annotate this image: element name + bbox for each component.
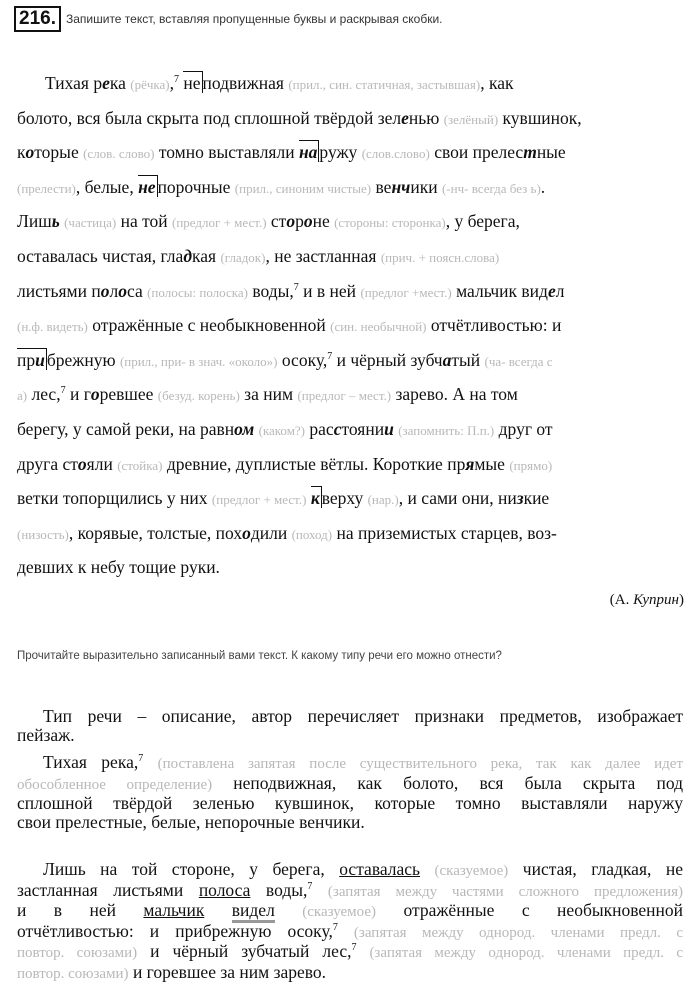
text: друга ст: [17, 453, 78, 474]
gray-note: (-нч- всегда без ь): [441, 180, 541, 196]
text: ка: [109, 73, 131, 93]
author-close: ): [679, 592, 684, 608]
text: воды,: [250, 879, 308, 900]
text-line: [17, 141, 687, 176]
gray-note: (зелёный): [443, 111, 499, 127]
gray-note: (каком?): [258, 422, 306, 438]
text: чистая, гладкая, не: [508, 859, 683, 879]
text: [338, 921, 354, 941]
gray-note: (сказуемое): [302, 904, 377, 920]
text: дили: [250, 522, 292, 543]
text-line: [17, 794, 683, 813]
emphasized-letter: я: [465, 453, 475, 474]
text: ревшее: [99, 384, 158, 405]
text: мальчик вид: [451, 280, 548, 301]
text: л: [109, 280, 119, 301]
gray-note: (стороны: сторонка): [334, 215, 446, 231]
emphasized-letter: т: [523, 142, 537, 163]
gray-note: (запомнить: П.п.): [398, 422, 495, 438]
answer-paragraph-3: [17, 860, 683, 983]
text-line: [17, 707, 683, 726]
text: лес,: [27, 384, 61, 405]
gray-note: (низость): [17, 526, 69, 542]
gray-note: (предлог +мест.): [360, 284, 452, 300]
gray-note: (частица): [64, 215, 117, 231]
text: Лиш: [17, 211, 52, 232]
gray-note: (прелести): [17, 180, 76, 196]
text: и чёрный зубчатый лес,: [137, 941, 352, 961]
text: оставалась чистая, гла: [17, 245, 184, 266]
text: не: [312, 211, 335, 232]
text: отражённые с необыкновенной: [376, 900, 683, 920]
exercise-text: [17, 72, 687, 591]
text: отчётливостью: и прибрежную осоку,: [17, 920, 333, 941]
text-line: [17, 349, 687, 384]
gray-note: (прил., синоним чистые): [234, 180, 372, 196]
text: , корявые, толстые, пох: [68, 522, 243, 543]
text: ветки топорщились у них: [17, 488, 212, 509]
answer-paragraph-2: [17, 753, 683, 831]
footnote-mark: 7: [327, 350, 333, 362]
gray-note: (запятая между частями сложного предложения): [327, 883, 683, 900]
gray-note: (прич. + поясн.слова): [380, 249, 500, 265]
prefix-mark: не: [138, 176, 156, 197]
text: яли: [86, 453, 118, 474]
text: ные: [536, 142, 566, 163]
gray-note: повтор. союзами): [17, 945, 138, 961]
text: [312, 880, 328, 900]
emphasized-letter: о: [118, 280, 127, 301]
gray-note: (слов. слово): [83, 146, 155, 162]
text: отражённые с необыкновенной: [87, 315, 331, 336]
text: листьями п: [17, 280, 101, 301]
text-line: [17, 942, 683, 963]
footnote-mark: 7: [293, 281, 299, 293]
author-attribution: [610, 592, 684, 609]
text-line: [17, 487, 687, 522]
text: ,: [169, 73, 174, 93]
text: [143, 752, 157, 772]
prefix-mark: к: [310, 488, 320, 509]
gray-note: (сказуемое): [434, 863, 509, 879]
text: к: [17, 142, 26, 163]
gray-note: (прил., син. статичная, застывшая): [288, 77, 481, 92]
gray-note: обособленное определение): [17, 776, 213, 793]
text-line: [17, 314, 687, 349]
text-line: [17, 774, 683, 795]
exercise-instruction: Запишите текст, вставляя пропущенные буквы и раскрывая скобки.: [65, 12, 443, 26]
text: за ним: [239, 384, 298, 405]
text-line: [17, 383, 687, 418]
footnote-mark: 7: [174, 74, 179, 85]
emphasized-letter: о: [242, 522, 251, 543]
gray-note: (безуд. корень): [157, 388, 240, 404]
text: на приземистых старцев, воз-: [332, 522, 557, 543]
text: , не застланная: [265, 245, 381, 266]
prefix-mark: не: [183, 73, 201, 93]
text: тый: [451, 349, 485, 370]
text: , как: [480, 73, 514, 93]
text: [204, 900, 231, 920]
emphasized-letter: з: [516, 488, 524, 509]
underlined-word: полоса: [198, 879, 251, 900]
exercise-number: 216.: [14, 6, 61, 32]
text: томно выставляли: [154, 142, 299, 163]
text: са: [126, 280, 148, 301]
question-text: Прочитайте выразительно записанный вами текст. К какому типу речи его можно отнести?: [17, 650, 502, 662]
text: сплошной твёрдой зеленью кувшинок, которые томно выставляли наружу: [17, 793, 683, 813]
text: девших к небу тощие руки.: [17, 557, 220, 578]
author-open: (А.: [609, 592, 634, 608]
emphasized-letter: с: [333, 418, 342, 439]
emphasized-letter: е: [102, 73, 110, 93]
text: свои прелес: [429, 142, 524, 163]
text: и в ней: [298, 280, 361, 301]
text: болото, вся была скрыта под сплошной твёрдой зел: [17, 107, 402, 128]
text-line: [17, 107, 687, 142]
text: [275, 900, 302, 920]
text: р: [295, 211, 304, 232]
gray-note: а): [17, 388, 28, 404]
emphasized-letter: о: [25, 142, 35, 163]
gray-note: (слов.слово): [361, 146, 430, 162]
text-line: [17, 922, 683, 943]
gray-note: (прил., при- в знач. «около»): [119, 353, 278, 369]
emphasized-letter: и: [384, 418, 394, 439]
gray-note: (гладок): [220, 249, 266, 265]
gray-note: (рёчка): [130, 77, 170, 92]
text: л: [555, 280, 565, 301]
footnote-mark: 7: [307, 880, 313, 892]
gray-note: (предлог + мест.): [211, 492, 307, 508]
answer-paragraph-1: [17, 707, 683, 744]
text: брежную: [46, 349, 120, 370]
gray-note: (запятая между однород. членами предл. с: [369, 945, 683, 961]
footnote-mark: 7: [332, 921, 338, 933]
text: кувшинок,: [498, 107, 582, 128]
text: и горевшее за ним зарево.: [128, 961, 327, 982]
text: [356, 941, 369, 961]
text: зарево. А на том: [391, 384, 518, 405]
text: Лишь на той стороне, у берега,: [43, 859, 340, 879]
gray-note: (поставлена запятая после существительного река, так как далее идет: [157, 756, 684, 772]
text: Тихая р: [45, 73, 103, 93]
emphasized-letter: о: [286, 211, 296, 232]
text-line: [17, 210, 687, 245]
text: ве: [371, 176, 392, 197]
text: .: [540, 176, 546, 197]
text-line: [17, 280, 687, 315]
text: берегу, у самой реки, на равн: [17, 418, 235, 439]
text: отчётливостью: и: [426, 315, 562, 336]
footnote-mark: 7: [60, 385, 66, 397]
emphasized-letter: нч: [391, 176, 411, 197]
text: свои прелестные, белые, непорочные венчики.: [17, 811, 365, 832]
text-line: [17, 881, 683, 902]
prefix-mark: и: [35, 349, 45, 370]
text-line: [17, 753, 683, 774]
text: осоку,: [277, 349, 328, 370]
emphasized-letter: ом: [234, 418, 255, 439]
emphasized-letter: е: [547, 280, 556, 301]
text-line: [17, 963, 683, 984]
text: пейзаж.: [17, 724, 75, 745]
text-line: [17, 72, 687, 107]
text-line: [17, 726, 683, 745]
footnote-mark: 7: [351, 942, 357, 953]
text: кие: [523, 488, 550, 509]
text: и чёрный зубч: [332, 349, 443, 370]
text: Тихая река,: [43, 752, 139, 772]
text: на той: [116, 211, 172, 232]
text-line: [17, 418, 687, 453]
gray-note: (прямо): [509, 457, 553, 473]
underlined-word: мальчик: [143, 900, 205, 920]
emphasized-letter: ь: [51, 211, 60, 232]
text: порочные: [157, 176, 235, 197]
gray-note: повтор. союзами): [17, 965, 129, 982]
text: ики: [410, 176, 442, 197]
underlined-word: оставалась: [339, 859, 421, 879]
text: , белые,: [75, 176, 139, 197]
text-line: [17, 901, 683, 922]
text-line: [17, 245, 687, 280]
gray-note: (запятая между однород. членами предл. с: [353, 924, 683, 941]
emphasized-letter: о: [90, 384, 100, 405]
emphasized-letter: о: [77, 453, 87, 474]
gray-note: (н.ф. видеть): [17, 319, 88, 335]
underlined-word: видел: [232, 900, 275, 923]
text-line: [17, 860, 683, 881]
text: рас: [305, 418, 334, 439]
text-line: [17, 453, 687, 488]
text: верху: [321, 488, 368, 509]
text: ст: [266, 211, 287, 232]
footnote-mark: 7: [138, 753, 144, 764]
text: и в ней: [17, 900, 144, 920]
text: торые: [34, 142, 84, 163]
text: мые: [474, 453, 510, 474]
text: тояни: [341, 418, 385, 439]
author-name: Куприн: [633, 592, 679, 608]
text: друг от: [494, 418, 553, 439]
prefix-mark: пр: [17, 349, 36, 370]
text: ружу: [319, 142, 362, 163]
exercise-header: [14, 6, 443, 32]
text-line: [17, 556, 687, 591]
gray-note: (полосы: полоска): [147, 284, 248, 300]
emphasized-letter: е: [401, 107, 409, 128]
text-line: [17, 176, 687, 211]
gray-note: (предлог + мест.): [172, 215, 267, 231]
gray-note: (син. необычной): [330, 319, 427, 335]
gray-note: (нар.): [367, 492, 399, 508]
text: древние, дуплистые вётлы. Короткие пр: [162, 453, 466, 474]
text: , и сами они, ни: [398, 488, 517, 509]
text: неподвижная, как болото, вся была скрыта под: [212, 772, 683, 793]
gray-note: (стойка): [117, 457, 163, 473]
prefix-mark: на: [298, 142, 318, 163]
gray-note: (ча- всегда с: [484, 353, 553, 369]
text: подвижная: [202, 73, 289, 93]
text: [420, 859, 434, 879]
text: нью: [408, 107, 444, 128]
text: , у берега,: [445, 211, 520, 232]
emphasized-letter: о: [303, 211, 313, 232]
emphasized-letter: а: [442, 349, 452, 370]
text-line: [17, 522, 687, 557]
gray-note: (поход): [291, 526, 333, 542]
text: и г: [65, 384, 91, 405]
gray-note: (предлог – мест.): [297, 388, 392, 404]
text: кая: [192, 245, 221, 266]
text: Тип речи – описание, автор перечисляет признаки предметов, изображает: [43, 706, 683, 726]
emphasized-letter: о: [100, 280, 110, 301]
text: застланная листьями: [17, 879, 199, 900]
text: воды,: [247, 280, 294, 301]
emphasized-letter: д: [183, 245, 192, 266]
text-line: [17, 813, 683, 832]
